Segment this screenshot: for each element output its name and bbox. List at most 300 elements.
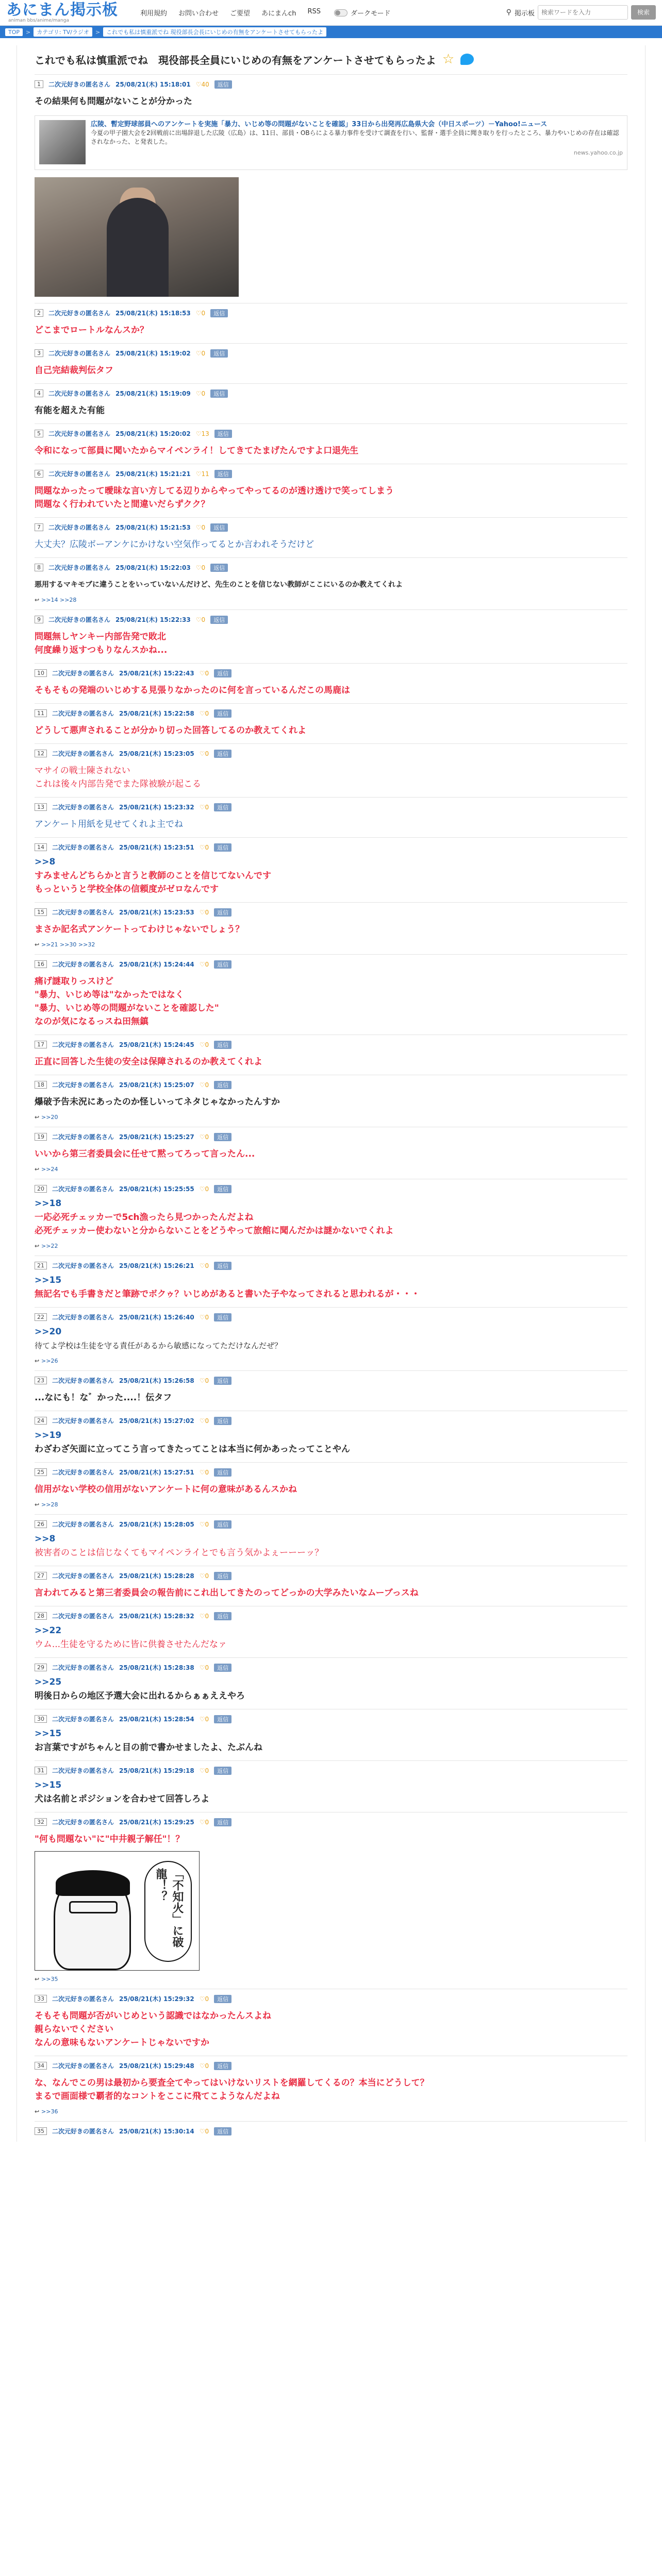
reply-anchor[interactable]: >>15: [35, 1728, 62, 1739]
reply-link-list[interactable]: >>21 >>30 >>32: [41, 941, 95, 948]
poster-name: 二次元好きの匿名さん: [52, 1314, 114, 1321]
good-count[interactable]: ♡ 0: [200, 1377, 209, 1384]
post-date: 25/08/21(木) 15:19:09: [115, 390, 191, 397]
post-meta: [35, 1766, 627, 1775]
post-number[interactable]: 24: [35, 1417, 47, 1425]
poster-name: 二次元好きの匿名さん: [52, 2128, 114, 2135]
link-preview-card[interactable]: [35, 115, 627, 170]
post-meta: [35, 1261, 627, 1270]
post: [35, 2121, 627, 2142]
post-number[interactable]: 17: [35, 1041, 47, 1048]
post-meta: [35, 749, 627, 758]
good-count[interactable]: ♡ 0: [200, 1819, 209, 1826]
post-number[interactable]: 31: [35, 1767, 47, 1774]
post-date: 25/08/21(木) 15:24:45: [119, 1041, 194, 1048]
site-logo[interactable]: [6, 3, 125, 23]
post-body: 被害者のことは信じなくてもマイペンライとでも言う気かよぇーーーッ？: [35, 1548, 324, 1558]
reply-button[interactable]: 返信: [210, 616, 228, 624]
post-number[interactable]: 20: [35, 1185, 47, 1193]
post-date: 25/08/21(木) 15:30:14: [119, 2128, 194, 2135]
good-count[interactable]: ♡ 0: [200, 1469, 209, 1476]
good-count[interactable]: ♡ 0: [200, 909, 209, 916]
nav-link[interactable]: RSS: [307, 8, 321, 15]
reply-button[interactable]: 返信: [210, 564, 228, 572]
post-body: 自己完結裁判伝タフ: [35, 365, 113, 376]
search-icon: ⚲: [506, 8, 511, 16]
post: [35, 2056, 627, 2121]
post-date: 25/08/21(木) 15:26:21: [119, 1262, 194, 1269]
post-number[interactable]: 5: [35, 430, 43, 437]
reply-button[interactable]: 返信: [214, 430, 232, 438]
post-body: 無記名でも手書きだと筆跡でボクゥ？いじめがあると書いた子やなってされると思われるが・・・: [35, 1289, 420, 1299]
post-body: 痛げ謎取りっスけど "暴力、いじめ等は"なかったではなく "暴力、いじめ等の問題がないことを確認した" なのが気になるっスね田無鎮: [35, 976, 219, 1027]
reply-link-list[interactable]: >>14 >>28: [41, 597, 77, 603]
post-date: 25/08/21(木) 15:28:38: [119, 1664, 194, 1671]
post-number[interactable]: 23: [35, 1377, 47, 1384]
reply-button[interactable]: 返信: [214, 1767, 231, 1775]
reply-button[interactable]: 返信: [214, 1572, 231, 1580]
post-list: [35, 74, 627, 2142]
post-date: 25/08/21(木) 15:25:07: [119, 1081, 194, 1089]
good-count[interactable]: ♡ 0: [200, 2062, 209, 2070]
post-body: わざわざ矢面に立ってこう言ってきたってことは本当に何かあったってことやん: [35, 1444, 350, 1454]
post-number[interactable]: 14: [35, 843, 47, 851]
reply-button[interactable]: 返信: [214, 803, 231, 811]
preview-url: news.yahoo.co.jp: [573, 149, 623, 156]
reply-button[interactable]: 返信: [214, 1715, 231, 1723]
good-count[interactable]: ♡ 0: [200, 1041, 209, 1048]
poster-name: 二次元好きの匿名さん: [52, 1185, 114, 1193]
post-body: すみませんどちらかと言うと教師のことを信じてないんです もっというと学校全体の信頼度がゼロなんです: [35, 871, 271, 894]
reply-link-list[interactable]: >>28: [41, 1501, 58, 1508]
good-count[interactable]: ♡ 0: [200, 670, 209, 677]
reply-arrow-icon: ↩: [35, 1976, 42, 1982]
good-count[interactable]: ♡ 0: [200, 1133, 209, 1141]
good-count[interactable]: ♡ 0: [200, 2128, 209, 2135]
post-meta: [35, 523, 627, 532]
post: [35, 743, 627, 797]
post-number[interactable]: 3: [35, 349, 43, 357]
good-count[interactable]: ♡ 40: [196, 81, 209, 88]
post-body: 一応必死チェッカーで5ch漁ったら見つかったんだよね 必死チェッカー使わないと分からないことをどうやって旅館に聞んだかは謎かないでくれよ: [35, 1212, 394, 1236]
good-count[interactable]: ♡ 0: [200, 750, 209, 757]
reply-button[interactable]: 返信: [214, 669, 231, 677]
post: [35, 797, 627, 837]
post-meta: [35, 1080, 627, 1089]
poster-name: 二次元好きの匿名さん: [52, 1041, 114, 1048]
good-count[interactable]: ♡ 0: [196, 564, 205, 571]
reply-button[interactable]: 返信: [214, 2062, 231, 2070]
toggle-switch[interactable]: [334, 9, 347, 16]
post-date: 25/08/21(木) 15:28:54: [119, 1716, 194, 1723]
post-date: 25/08/21(木) 15:29:18: [119, 1767, 194, 1774]
nav-link[interactable]: お問い合わせ: [178, 10, 219, 18]
good-count[interactable]: ♡ 0: [196, 524, 205, 531]
post-number[interactable]: 22: [35, 1313, 47, 1321]
poster-name: 二次元好きの匿名さん: [52, 1469, 114, 1476]
post-date: 25/08/21(木) 15:25:55: [119, 1185, 194, 1193]
post: [35, 1606, 627, 1657]
reply-arrow-icon: ↩: [35, 941, 42, 948]
reply-arrow-icon: ↩: [35, 2108, 42, 2115]
reply-button[interactable]: 返信: [214, 709, 231, 718]
reply-button[interactable]: 返信: [214, 908, 231, 917]
reply-anchor[interactable]: >>20: [35, 1327, 62, 1337]
post: [35, 303, 627, 343]
poster-name: 二次元好きの匿名さん: [52, 1572, 114, 1580]
good-count[interactable]: ♡ 0: [200, 844, 209, 851]
reply-button[interactable]: 返信: [214, 1262, 231, 1270]
reply-links: [35, 2108, 627, 2115]
post-body: 正直に回答した生徒の安全は保障されるのか教えてくれよ: [35, 1057, 262, 1067]
post-number[interactable]: 32: [35, 1818, 47, 1826]
post-number[interactable]: 28: [35, 1612, 47, 1620]
nav-link[interactable]: 利用規約: [140, 10, 168, 18]
post: [35, 902, 627, 954]
search-bar: [506, 5, 656, 20]
post-meta: [35, 2127, 627, 2136]
post-date: 25/08/21(木) 15:28:28: [119, 1572, 194, 1580]
post-meta: [35, 1468, 627, 1477]
reply-button[interactable]: 返信: [210, 349, 228, 358]
poster-name: 二次元好きの匿名さん: [52, 750, 114, 757]
dark-mode-label: ダークモード: [350, 10, 391, 18]
post-meta: [35, 1416, 627, 1425]
nav-link[interactable]: ご要望: [230, 10, 251, 18]
reply-anchor[interactable]: >>8: [35, 1534, 56, 1544]
post-body: 令和になって部員に聞いたからマイペンライ！してきてたまげたんですよ口退先生: [35, 446, 359, 456]
post-body: 問題なかったって曖昧な言い方してる辺りからやってやってるのが透け透けで笑ってしまう 問題なく行われていたと間違いだらずクク？: [35, 486, 394, 510]
search-button[interactable]: 検索: [631, 5, 656, 20]
post: [35, 557, 627, 609]
post-meta: [35, 908, 627, 917]
reply-button[interactable]: 返信: [214, 1417, 231, 1425]
nav-link[interactable]: あにまんch: [261, 10, 296, 18]
reply-button[interactable]: 返信: [214, 1133, 231, 1141]
reply-arrow-icon: ↩: [35, 1243, 42, 1249]
good-count[interactable]: ♡ 0: [200, 710, 209, 717]
post-number[interactable]: 16: [35, 960, 47, 968]
post-meta: [35, 80, 627, 89]
dark-mode-toggle[interactable]: [334, 8, 390, 18]
reply-button[interactable]: 返信: [214, 1185, 231, 1193]
reply-anchor[interactable]: >>22: [35, 1625, 62, 1636]
post-number[interactable]: 21: [35, 1262, 47, 1269]
post-meta: [35, 1520, 627, 1529]
post-image[interactable]: [35, 177, 239, 297]
post-number[interactable]: 13: [35, 803, 47, 811]
good-count[interactable]: ♡ 0: [196, 616, 205, 623]
poster-name: 二次元好きの匿名さん: [48, 310, 111, 317]
post-date: 25/08/21(木) 15:26:40: [119, 1314, 194, 1321]
post-meta: [35, 429, 627, 438]
poster-name: 二次元好きの匿名さん: [52, 1262, 114, 1269]
post-meta: [35, 960, 627, 969]
thread-header: [35, 45, 627, 74]
breadcrumb-item[interactable]: TOP: [5, 28, 23, 36]
reply-button[interactable]: 返信: [214, 2127, 231, 2136]
post-date: 25/08/21(木) 15:23:05: [119, 750, 194, 757]
reply-button[interactable]: 返信: [214, 960, 231, 969]
post: [35, 423, 627, 464]
post-body: 悪用するマキモブに違うことをいっていないんだけど、先生のことを信じない教師がここにいるのか教えてくれよ: [35, 581, 403, 589]
post-date: 25/08/21(木) 15:29:25: [119, 1819, 194, 1826]
reply-links: [35, 1166, 627, 1173]
post: [35, 837, 627, 902]
reply-arrow-icon: ↩: [35, 1166, 42, 1173]
reply-button[interactable]: 返信: [214, 80, 232, 89]
reply-button[interactable]: 返信: [214, 1664, 231, 1672]
post-meta: [35, 1715, 627, 1723]
reply-button[interactable]: 返信: [214, 1081, 231, 1089]
post-body: 待てよ学校は生徒を守る責任があるから敏感になってただけなんだぜ？: [35, 1341, 283, 1350]
twitter-share-icon[interactable]: [460, 54, 474, 65]
search-input[interactable]: [538, 5, 628, 20]
good-count[interactable]: ♡ 0: [200, 961, 209, 968]
post-body: 明後日からの地区予選大会に出れるからぁぁええやろ: [35, 1691, 245, 1701]
thread-title: これでも私は慎重派でね 現役部長全員にいじめの有無をアンケートさせてもらったよ: [35, 54, 436, 66]
post-number[interactable]: 8: [35, 564, 43, 571]
reply-link-list[interactable]: >>24: [41, 1166, 58, 1173]
reply-button[interactable]: 返信: [210, 523, 228, 532]
reply-links: [35, 941, 627, 948]
poster-name: 二次元好きの匿名さん: [52, 670, 114, 677]
post: [35, 383, 627, 423]
post-body: 犬は名前とポジションを合わせて回答しろよ: [35, 1794, 210, 1804]
post-number[interactable]: 9: [35, 616, 43, 623]
poster-name: 二次元好きの匿名さん: [48, 564, 111, 571]
post-body: "何も問題ない"に"中井親子解任"！？: [35, 1834, 185, 1844]
post-date: 25/08/21(木) 15:26:58: [119, 1377, 194, 1384]
speech-bubble: 「不知火」に破龍！？: [144, 1861, 192, 1962]
post-meta: [35, 469, 627, 478]
poster-name: 二次元好きの匿名さん: [52, 1664, 114, 1671]
post-body: 問題無しヤンキー内部告発で敗北 何度繰り返すつもりなんスかね...: [35, 632, 168, 655]
poster-name: 二次元好きの匿名さん: [52, 1767, 114, 1774]
post-number[interactable]: 19: [35, 1133, 47, 1141]
post-date: 25/08/21(木) 15:25:27: [119, 1133, 194, 1141]
post-body: マサイの戦士陳されない これは後々内部告発でまた隊被験が起こる: [35, 766, 201, 789]
post-number[interactable]: 11: [35, 709, 47, 717]
post: [35, 1514, 627, 1566]
post-number[interactable]: 18: [35, 1081, 47, 1089]
good-count[interactable]: ♡ 0: [200, 1081, 209, 1089]
post-body: ...なにも！な゛かった....！伝タフ: [35, 1393, 172, 1403]
post: [35, 464, 627, 517]
good-count[interactable]: ♡ 0: [200, 804, 209, 811]
post-date: 25/08/21(木) 15:22:33: [115, 616, 191, 623]
preview-title[interactable]: 広陵、暫定野球部員へのアンケートを実施「暴力、いじめ等の問題がないことを確認」33日から出発再広島県大会（中日スポーツ）－Yahoo!ニュース: [91, 121, 548, 128]
manga-hair: [56, 1870, 130, 1896]
post-date: 25/08/21(木) 15:27:51: [119, 1469, 194, 1476]
post-number[interactable]: 34: [35, 2062, 47, 2070]
post-number[interactable]: 35: [35, 2127, 47, 2135]
reply-button[interactable]: 返信: [214, 1313, 231, 1321]
good-count[interactable]: ♡ 0: [196, 390, 205, 397]
poster-name: 二次元好きの匿名さん: [52, 961, 114, 968]
breadcrumb-item[interactable]: これでも私は慎重派でね 現役部長会長にいじめの有無をアンケートさせてもらったよ: [103, 27, 326, 37]
post-body: ウム...生徒を守るために皆に供養させたんだなァ: [35, 1639, 227, 1650]
post-number[interactable]: 7: [35, 523, 43, 531]
reply-arrow-icon: ↩: [35, 1358, 42, 1364]
good-count[interactable]: ♡ 11: [196, 470, 209, 478]
reply-button[interactable]: 返信: [214, 1520, 231, 1529]
post-date: 25/08/21(木) 15:19:02: [115, 350, 191, 357]
post: [35, 703, 627, 743]
good-count[interactable]: ♡ 0: [200, 1521, 209, 1528]
post-number[interactable]: 6: [35, 470, 43, 478]
reply-button[interactable]: 返信: [214, 1818, 231, 1826]
reply-links: [35, 1976, 627, 1982]
reply-button[interactable]: 返信: [210, 309, 228, 317]
site-header: [0, 0, 662, 26]
post: [35, 1370, 627, 1411]
reply-anchor[interactable]: >>25: [35, 1677, 62, 1687]
post-meta: [35, 309, 627, 317]
preview-description: 今夏の甲子園大会を2回戦前に出場辞退した広陵（広島）は、11日、部員・OBらによる暴力事件を受けて調査を行い、監督・選手全員に聞き取りを行ったところ、暴力やいじめの存在は確認されなかった、と発表した。: [91, 129, 619, 145]
post-number[interactable]: 27: [35, 1572, 47, 1580]
reply-button[interactable]: 返信: [210, 389, 228, 398]
good-count[interactable]: ♡ 0: [200, 1767, 209, 1774]
post-meta: [35, 669, 627, 677]
logo-text[interactable]: あにまん掲示板: [6, 1, 118, 19]
poster-name: 二次元好きの匿名さん: [48, 350, 111, 357]
reply-link-list[interactable]: >>35: [41, 1976, 58, 1982]
good-count[interactable]: ♡ 0: [200, 1716, 209, 1723]
post: [35, 1127, 627, 1179]
favorite-star-icon[interactable]: ☆: [442, 52, 455, 67]
poster-name: 二次元好きの匿名さん: [48, 524, 111, 531]
post-meta: [35, 563, 627, 572]
image-person-body: [107, 198, 169, 297]
reply-anchor[interactable]: >>18: [35, 1198, 62, 1209]
post-meta: [35, 1376, 627, 1385]
post-body: まさか記名式アンケートってわけじゃないでしょう？: [35, 924, 244, 935]
poster-name: 二次元好きの匿名さん: [52, 2062, 114, 2070]
post-meta: [35, 2061, 627, 2070]
reply-arrow-icon: ↩: [35, 1114, 42, 1121]
reply-link-list[interactable]: >>22: [41, 1243, 58, 1249]
good-count[interactable]: ♡ 0: [200, 1417, 209, 1425]
post-meta: [35, 389, 627, 398]
poster-name: 二次元好きの匿名さん: [52, 1417, 114, 1425]
post-date: 25/08/21(木) 15:22:58: [119, 710, 194, 717]
reply-link-list[interactable]: >>26: [41, 1358, 58, 1364]
poster-name: 二次元好きの匿名さん: [52, 1133, 114, 1141]
good-count[interactable]: ♡ 0: [200, 1613, 209, 1620]
post-body: その結果何も問題がないことが分かった: [35, 96, 192, 107]
post-number[interactable]: 12: [35, 750, 47, 757]
post-meta: [35, 1132, 627, 1141]
post: [35, 1812, 627, 1989]
post: [35, 663, 627, 703]
manga-panel-image[interactable]: [35, 1851, 200, 1971]
good-count[interactable]: ♡ 0: [196, 350, 205, 357]
reply-button[interactable]: 返信: [214, 1041, 231, 1049]
post-meta: [35, 843, 627, 852]
post-body: お言葉ですがちゃんと目の前で書かせましたよ、たぶんね: [35, 1742, 262, 1753]
post-number[interactable]: 30: [35, 1715, 47, 1723]
poster-name: 二次元好きの匿名さん: [48, 616, 111, 623]
poster-name: 二次元好きの匿名さん: [52, 710, 114, 717]
post-meta: [35, 1663, 627, 1672]
search-scope-label[interactable]: 掲示板: [514, 9, 535, 18]
post: [35, 954, 627, 1035]
post: [35, 1657, 627, 1709]
post-number[interactable]: 4: [35, 389, 43, 397]
post-body: そもそも問題が否がいじめという認識ではなかったんスよね 親らないでください なんの意味もないアンケートじゃないですか: [35, 2011, 271, 2048]
logo-subtitle: animan bbs/anime/manga: [8, 18, 69, 23]
good-count[interactable]: ♡ 0: [196, 310, 205, 317]
post-number[interactable]: 15: [35, 908, 47, 916]
post-number[interactable]: 1: [35, 80, 43, 88]
post: [35, 1035, 627, 1075]
reply-button[interactable]: 返信: [214, 1377, 231, 1385]
post-body: アンケート用紙を見せてくれよ主でね: [35, 819, 183, 829]
post-number[interactable]: 2: [35, 309, 43, 317]
post: [35, 74, 627, 303]
post-number[interactable]: 26: [35, 1520, 47, 1528]
reply-link-list[interactable]: >>36: [41, 2108, 58, 2115]
post: [35, 1462, 627, 1514]
good-count[interactable]: ♡ 13: [196, 430, 209, 437]
reply-anchor[interactable]: >>15: [35, 1780, 62, 1790]
reply-anchor[interactable]: >>19: [35, 1430, 62, 1440]
thread-container: [16, 45, 646, 2142]
reply-button[interactable]: 返信: [214, 843, 231, 852]
good-count[interactable]: ♡ 0: [200, 1572, 209, 1580]
post-date: 25/08/21(木) 15:21:21: [115, 470, 191, 478]
post-number[interactable]: 33: [35, 1995, 47, 2003]
poster-name: 二次元好きの匿名さん: [52, 1521, 114, 1528]
good-count[interactable]: ♡ 0: [200, 1995, 209, 2003]
reply-button[interactable]: 返信: [214, 1468, 231, 1477]
good-count[interactable]: ♡ 0: [200, 1314, 209, 1321]
header-nav: [140, 8, 321, 18]
post: [35, 517, 627, 557]
poster-name: 二次元好きの匿名さん: [52, 1081, 114, 1089]
post-date: 25/08/21(木) 15:27:02: [119, 1417, 194, 1425]
reply-anchor[interactable]: >>8: [35, 857, 56, 867]
breadcrumb-item[interactable]: カテゴリ: TV/ラジオ: [34, 27, 92, 37]
breadcrumb-separator: >: [26, 28, 31, 36]
post-meta: [35, 803, 627, 811]
post-date: 25/08/21(木) 15:20:02: [115, 430, 191, 437]
reply-button[interactable]: 返信: [214, 750, 231, 758]
post-date: 25/08/21(木) 15:22:03: [115, 564, 191, 571]
post: [35, 343, 627, 383]
post: [35, 1411, 627, 1462]
reply-button[interactable]: 返信: [214, 1995, 231, 2003]
reply-anchor[interactable]: >>15: [35, 1275, 62, 1285]
post-number[interactable]: 10: [35, 669, 47, 677]
post-date: 25/08/21(木) 15:21:53: [115, 524, 191, 531]
breadcrumb: [0, 26, 662, 38]
good-count[interactable]: ♡ 0: [200, 1262, 209, 1269]
post-number[interactable]: 29: [35, 1664, 47, 1671]
good-count[interactable]: ♡ 0: [200, 1664, 209, 1671]
post-number[interactable]: 25: [35, 1468, 47, 1476]
breadcrumb-separator: >: [95, 28, 101, 36]
poster-name: 二次元好きの匿名さん: [52, 1613, 114, 1620]
reply-button[interactable]: 返信: [214, 1612, 231, 1620]
reply-link-list[interactable]: >>20: [41, 1114, 58, 1121]
poster-name: 二次元好きの匿名さん: [52, 1377, 114, 1384]
post: [35, 1566, 627, 1606]
good-count[interactable]: ♡ 0: [200, 1185, 209, 1193]
post-date: 25/08/21(木) 15:22:43: [119, 670, 194, 677]
reply-button[interactable]: 返信: [214, 470, 232, 478]
